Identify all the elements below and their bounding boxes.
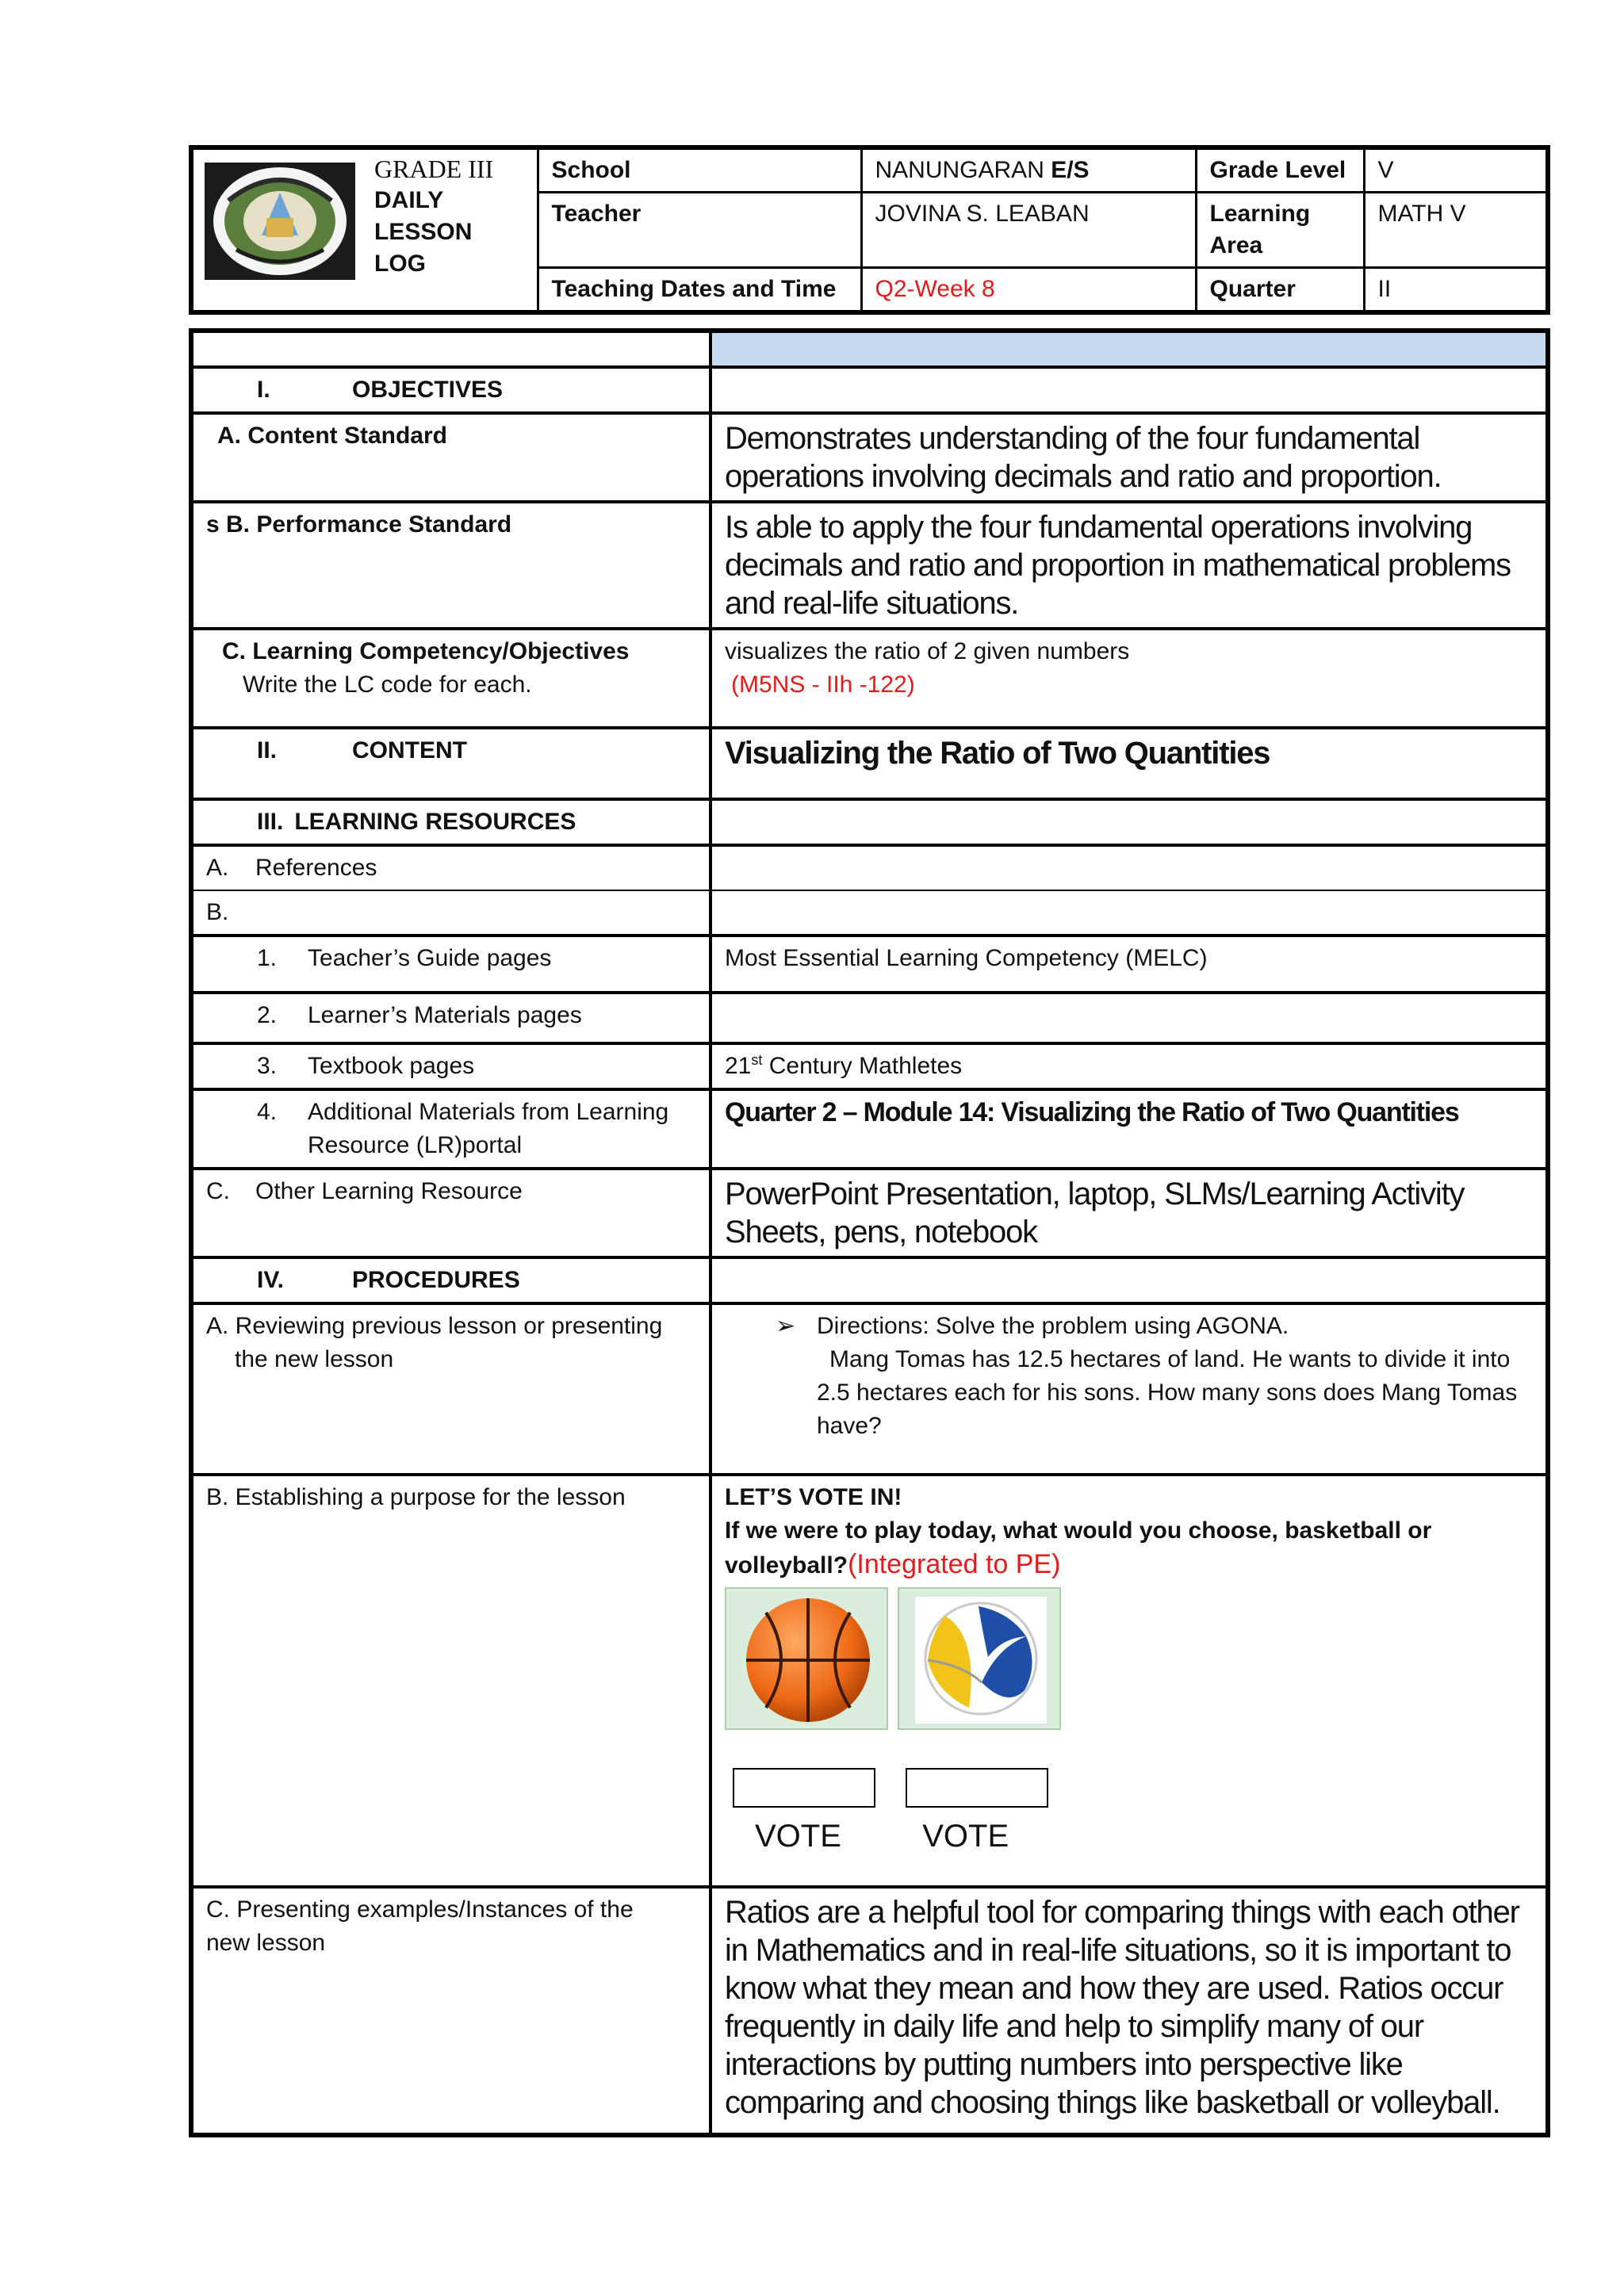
content-heading	[191, 728, 710, 799]
quarter-value: II	[1364, 268, 1548, 313]
resources-heading	[191, 799, 710, 845]
textbook-value	[710, 1043, 1548, 1089]
vote-question: If we were to play today, what would you choose, basketball or volleyball?	[725, 1517, 1432, 1578]
content-standard-value: Demonstrates understanding of the four fundamental operations involving decimals and ratio and proportion.	[710, 413, 1548, 502]
volleyball-choice[interactable]	[898, 1587, 1061, 1730]
content-value: Visualizing the Ratio of Two Quantities	[710, 728, 1548, 799]
procedures-title: PROCEDURES	[352, 1267, 520, 1293]
review-label-2: the new lesson	[235, 1346, 394, 1372]
textbook-value-sup: st	[751, 1052, 763, 1068]
volleyball-vote-box[interactable]	[906, 1768, 1048, 1808]
grade-text: GRADE III	[374, 155, 494, 183]
basketball-choice[interactable]	[725, 1587, 888, 1730]
log-title-line1: DAILY LESSON	[374, 187, 473, 245]
learning-area-value: MATH V	[1364, 193, 1548, 268]
objectives-numeral: I.	[257, 377, 270, 403]
blank-header-left	[191, 331, 710, 367]
school-label: School	[538, 147, 861, 193]
additional-num: 4.	[257, 1099, 278, 1125]
content-numeral: II.	[257, 737, 278, 763]
school-seal-logo	[205, 163, 355, 280]
vote-question-line	[725, 1514, 1533, 1582]
teacher-value: JOVINA S. LEABAN	[861, 193, 1196, 268]
objectives-value	[710, 367, 1548, 413]
b-letter: B.	[206, 899, 229, 925]
log-title-cell	[362, 147, 538, 312]
logo-cell	[191, 147, 362, 312]
textbook-label: Textbook pages	[308, 1053, 475, 1079]
competency-code: (M5NS - IIh -122)	[731, 672, 915, 698]
learning-area-label	[1196, 193, 1364, 268]
basketball-icon	[726, 1589, 890, 1732]
vote-heading: LET’S VOTE IN!	[725, 1484, 902, 1510]
vote-boxes	[725, 1768, 1533, 1817]
textbook-value-pre: 21	[725, 1053, 752, 1079]
textbook-value-post: Century Mathletes	[762, 1053, 963, 1079]
grade-level-value: V	[1364, 147, 1548, 193]
school-name: NANUNGARAN	[875, 157, 1051, 183]
performance-standard-label: s B. Performance Standard	[191, 502, 710, 629]
procedures-heading	[191, 1257, 710, 1303]
competency-sublabel: Write the LC code for each.	[243, 672, 532, 698]
resources-title: LEARNING RESOURCES	[294, 809, 576, 835]
other-letter: C.	[206, 1178, 230, 1204]
references-letter: A.	[206, 855, 229, 881]
review-problem: Mang Tomas has 12.5 hectares of land. He wants to divide it into 2.5 hectares each for his sons. How many sons does Mang Tomas have?	[817, 1346, 1518, 1439]
volleyball-icon	[899, 1589, 1063, 1732]
competency-label: C. Learning Competency/Objectives	[222, 638, 630, 664]
references-value	[710, 845, 1548, 890]
lm-pages-value	[710, 993, 1548, 1043]
objectives-title: OBJECTIVES	[352, 377, 504, 403]
textbook-num: 3.	[257, 1053, 278, 1079]
competency-value: visualizes the ratio of 2 given numbers	[725, 638, 1130, 664]
textbook-label-cell	[191, 1043, 710, 1089]
resources-numeral: III.	[257, 809, 284, 835]
other-resource-label-cell	[191, 1169, 710, 1257]
teacher-label: Teacher	[538, 193, 861, 268]
additional-label-1: Additional Materials from Learning	[308, 1099, 669, 1125]
additional-materials-value: Quarter 2 – Module 14: Visualizing the Ratio of Two Quantities	[710, 1089, 1548, 1169]
review-label-1: A. Reviewing previous lesson or presenting	[206, 1313, 663, 1339]
log-title-line2: LOG	[374, 251, 426, 277]
tg-pages-label-cell	[191, 936, 710, 993]
references-label: References	[255, 855, 377, 881]
quarter-label: Quarter	[1196, 268, 1364, 313]
review-value-cell	[710, 1303, 1548, 1475]
tg-num: 1.	[257, 945, 278, 971]
tg-pages-value: Most Essential Learning Competency (MELC)	[710, 936, 1548, 993]
ball-choices	[725, 1587, 1533, 1730]
content-standard-label: A. Content Standard	[191, 413, 710, 502]
examples-label-2: new lesson	[206, 1930, 326, 1956]
vote-label-basketball: VOTE	[755, 1819, 841, 1854]
competency-value-cell	[710, 629, 1548, 728]
vote-labels	[725, 1817, 1533, 1856]
purpose-label-cell	[191, 1475, 710, 1887]
review-directions: Directions: Solve the problem using AGONA.	[817, 1313, 1289, 1339]
purpose-label: B. Establishing a purpose for the lesson	[206, 1484, 626, 1510]
objectives-heading	[191, 367, 710, 413]
vote-label-volleyball: VOTE	[922, 1819, 1009, 1854]
lm-num: 2.	[257, 1002, 278, 1028]
procedures-value	[710, 1257, 1548, 1303]
lm-label: Learner’s Materials pages	[308, 1002, 582, 1028]
purpose-value-cell	[710, 1475, 1548, 1887]
other-resource-value: PowerPoint Presentation, laptop, SLMs/Learning Activity Sheets, pens, notebook	[710, 1169, 1548, 1257]
examples-label-1: C. Presenting examples/Instances of the	[206, 1896, 634, 1923]
basketball-vote-box[interactable]	[733, 1768, 875, 1808]
b-value	[710, 890, 1548, 936]
dates-value: Q2-Week 8	[861, 268, 1196, 313]
learning-area-label-2: Area	[1209, 232, 1263, 258]
lm-pages-label-cell	[191, 993, 710, 1043]
blank-header-right	[710, 331, 1548, 367]
procedures-numeral: IV.	[257, 1267, 284, 1293]
examples-value: Ratios are a helpful tool for comparing things with each other in Mathematics and in real-life situations, so it is important to know what they mean and how they are used. Ratios occur frequently in daily life and help to simplify many of our interactions by putting numbers into perspective like comparing and choosing things like basketball or volleyball.	[710, 1887, 1548, 2135]
learning-area-label-1: Learning	[1209, 201, 1311, 227]
additional-materials-label-cell	[191, 1089, 710, 1169]
competency-label-cell	[191, 629, 710, 728]
references-label-cell	[191, 845, 710, 890]
additional-label-2: Resource (LR)portal	[308, 1132, 523, 1158]
school-value	[861, 147, 1196, 193]
grade-level-label: Grade Level	[1196, 147, 1364, 193]
performance-standard-value: Is able to apply the four fundamental operations involving decimals and ratio and proportion in mathematical problems and real-life situations.	[710, 502, 1548, 629]
lesson-table	[189, 328, 1550, 2137]
content-title: CONTENT	[352, 737, 467, 763]
school-suffix: E/S	[1051, 157, 1090, 183]
other-label: Other Learning Resource	[255, 1178, 523, 1204]
vote-integration: (Integrated to PE)	[848, 1549, 1061, 1579]
arrow-bullet-icon: ➢	[776, 1313, 796, 1339]
header-table	[189, 145, 1550, 315]
tg-label: Teacher’s Guide pages	[308, 945, 552, 971]
b-letter-cell	[191, 890, 710, 936]
dates-label: Teaching Dates and Time	[538, 268, 861, 313]
examples-label-cell	[191, 1887, 710, 2135]
review-label-cell	[191, 1303, 710, 1475]
resources-value	[710, 799, 1548, 845]
